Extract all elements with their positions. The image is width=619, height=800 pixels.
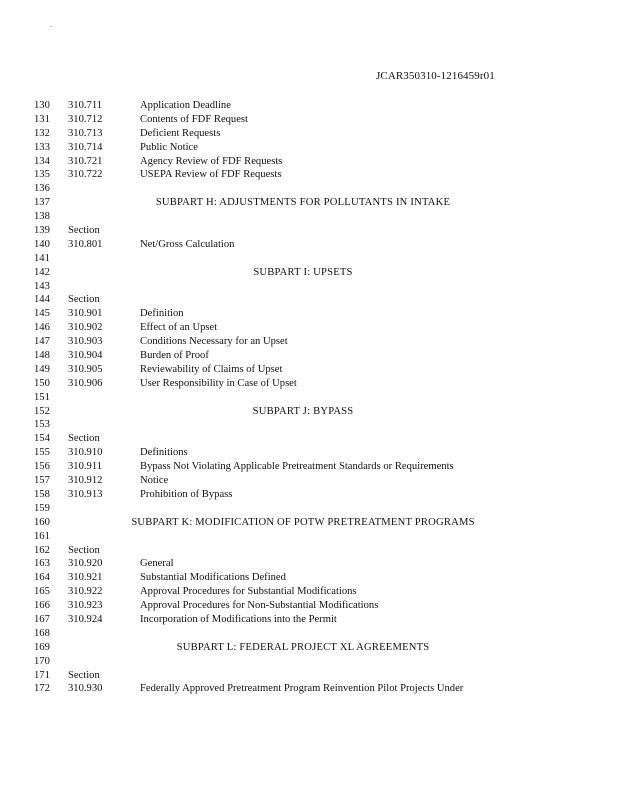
- line-number: 144: [34, 294, 50, 306]
- section-number: 310.924: [68, 613, 103, 625]
- subpart-heading-line: [0, 196, 619, 210]
- line-number: 153: [34, 419, 50, 431]
- numbered-line: [0, 544, 619, 558]
- line-number: 168: [34, 627, 50, 639]
- numbered-line: [0, 363, 619, 377]
- line-number: 130: [34, 100, 50, 111]
- line-number: 164: [34, 572, 50, 584]
- section-title: Notice: [140, 475, 169, 487]
- numbered-line: [0, 571, 619, 585]
- line-number: 150: [34, 377, 50, 389]
- section-number: 310.905: [68, 363, 103, 375]
- section-number: 310.801: [68, 238, 103, 250]
- section-label: Section: [68, 433, 100, 445]
- subpart-heading-line: [0, 516, 619, 530]
- section-title: Public Notice: [140, 141, 198, 153]
- line-number: 149: [34, 363, 50, 375]
- numbered-line: [0, 627, 619, 641]
- numbered-line: [0, 682, 619, 696]
- numbered-line: [0, 168, 619, 182]
- section-title: Net/Gross Calculation: [140, 238, 235, 250]
- numbered-line: [0, 391, 619, 405]
- section-title: Definition: [140, 308, 184, 320]
- section-number: 310.911: [68, 461, 103, 473]
- section-title: Substantial Modifications Defined: [140, 572, 286, 584]
- section-number: 310.904: [68, 350, 103, 362]
- line-number: 154: [34, 433, 50, 445]
- numbered-line: [0, 557, 619, 571]
- section-number: 310.901: [68, 308, 103, 320]
- line-number: 148: [34, 350, 50, 362]
- section-title: Effect of an Upset: [140, 322, 218, 334]
- line-number: 152: [34, 405, 50, 417]
- section-title: Contents of FDF Request: [140, 113, 249, 125]
- line-number: 156: [34, 461, 50, 473]
- numbered-line: [0, 321, 619, 335]
- subpart-heading: SUBPART L: FEDERAL PROJECT XL AGREEMENTS: [176, 641, 430, 653]
- subpart-heading-line: [0, 405, 619, 419]
- section-number: 310.912: [68, 475, 103, 487]
- section-title: Approval Procedures for Substantial Modifications: [140, 586, 357, 598]
- subpart-heading-line: [0, 641, 619, 655]
- document-id: JCAR350310-1216459r01: [376, 70, 495, 82]
- section-title: USEPA Review of FDF Requests: [140, 169, 282, 181]
- section-label: Section: [68, 669, 100, 681]
- numbered-line: [0, 446, 619, 460]
- section-title: Deficient Requests: [140, 127, 221, 139]
- section-number: 310.713: [68, 127, 103, 139]
- numbered-line: [0, 613, 619, 627]
- subpart-heading-line: [0, 266, 619, 280]
- numbered-line: [0, 210, 619, 224]
- subpart-heading: SUBPART I: UPSETS: [253, 266, 353, 278]
- numbered-line: [0, 488, 619, 502]
- line-number: 155: [34, 447, 50, 459]
- numbered-line: [0, 113, 619, 127]
- section-number: 310.913: [68, 488, 103, 500]
- section-number: 310.721: [68, 155, 103, 167]
- subpart-heading: SUBPART J: BYPASS: [252, 405, 354, 417]
- line-number: 136: [34, 183, 50, 195]
- section-title: Prohibition of Bypass: [140, 488, 233, 500]
- numbered-line: [0, 293, 619, 307]
- section-number: 310.910: [68, 447, 103, 459]
- numbered-line: [0, 418, 619, 432]
- line-number: 157: [34, 475, 50, 487]
- numbered-line: [0, 280, 619, 294]
- numbered-line: [0, 432, 619, 446]
- line-number: 137: [34, 197, 50, 209]
- numbered-line: [0, 182, 619, 196]
- section-number: 310.712: [68, 113, 103, 125]
- line-number: 159: [34, 502, 50, 514]
- line-number: 147: [34, 336, 50, 348]
- numbered-line: [0, 349, 619, 363]
- section-title: Conditions Necessary for an Upset: [140, 336, 288, 348]
- section-number: 310.920: [68, 558, 103, 570]
- section-title: Bypass Not Violating Applicable Pretreatment Standards or Requirements: [140, 461, 454, 473]
- section-title: Approval Procedures for Non-Substantial Modifications: [140, 600, 379, 612]
- line-number: 172: [34, 683, 50, 695]
- section-label: Section: [68, 294, 100, 306]
- line-number: 146: [34, 322, 50, 334]
- line-number: 142: [34, 266, 50, 278]
- numbered-line: [0, 585, 619, 599]
- section-title: Federally Approved Pretreatment Program Reinvention Pilot Projects Under: [140, 683, 464, 695]
- numbered-line: [0, 502, 619, 516]
- section-title: Burden of Proof: [140, 350, 209, 362]
- line-number: 166: [34, 600, 50, 612]
- section-title: Agency Review of FDF Requests: [140, 155, 283, 167]
- numbered-line: [0, 474, 619, 488]
- numbered-line: [0, 307, 619, 321]
- section-label: Section: [68, 225, 100, 237]
- numbered-line: [0, 530, 619, 544]
- numbered-line: [0, 238, 619, 252]
- line-number: 165: [34, 586, 50, 598]
- page-mark: .: [50, 20, 52, 29]
- section-number: 310.921: [68, 572, 103, 584]
- section-label: Section: [68, 544, 100, 556]
- numbered-line: [0, 460, 619, 474]
- line-number: 170: [34, 655, 50, 667]
- line-number: 151: [34, 391, 50, 403]
- numbered-line: [0, 669, 619, 683]
- section-number: 310.906: [68, 377, 103, 389]
- section-number: 310.922: [68, 586, 103, 598]
- line-number: 160: [34, 516, 50, 528]
- numbered-line: [0, 224, 619, 238]
- numbered-line: [0, 155, 619, 169]
- numbered-line: [0, 335, 619, 349]
- line-number: 171: [34, 669, 50, 681]
- section-title: User Responsibility in Case of Upset: [140, 377, 297, 389]
- line-number: 139: [34, 225, 50, 237]
- numbered-line: [0, 599, 619, 613]
- line-number: 133: [34, 141, 50, 153]
- section-number: 310.903: [68, 336, 103, 348]
- section-number: 310.902: [68, 322, 103, 334]
- section-number: 310.714: [68, 141, 103, 153]
- numbered-line: [0, 99, 619, 113]
- section-number: 310.711: [68, 100, 103, 111]
- section-title: Incorporation of Modifications into the Permit: [140, 613, 337, 625]
- subpart-heading: SUBPART H: ADJUSTMENTS FOR POLLUTANTS IN INTAKE: [155, 197, 451, 209]
- line-number: 131: [34, 113, 50, 125]
- numbered-line: [0, 655, 619, 669]
- section-title: General: [140, 558, 174, 570]
- line-number: 135: [34, 169, 50, 181]
- numbered-line: [0, 141, 619, 155]
- line-number: 145: [34, 308, 50, 320]
- line-number: 141: [34, 252, 50, 264]
- line-number: 132: [34, 127, 50, 139]
- line-number: 167: [34, 613, 50, 625]
- line-number: 158: [34, 488, 50, 500]
- section-number: 310.923: [68, 600, 103, 612]
- line-number: 161: [34, 530, 50, 542]
- section-number: 310.930: [68, 683, 103, 695]
- numbered-line: [0, 377, 619, 391]
- line-number: 163: [34, 558, 50, 570]
- numbered-line: [0, 127, 619, 141]
- subpart-heading: SUBPART K: MODIFICATION OF POTW PRETREATMENT PROGRAMS: [131, 516, 475, 528]
- line-number: 140: [34, 238, 50, 250]
- section-title: Application Deadline: [140, 100, 231, 111]
- line-number: 138: [34, 211, 50, 223]
- line-number: 143: [34, 280, 50, 292]
- rule-table-of-contents: [0, 99, 619, 696]
- numbered-line: [0, 252, 619, 266]
- line-number: 134: [34, 155, 50, 167]
- section-title: Definitions: [140, 447, 188, 459]
- section-title: Reviewability of Claims of Upset: [140, 363, 283, 375]
- line-number: 162: [34, 544, 50, 556]
- line-number: 169: [34, 641, 50, 653]
- section-number: 310.722: [68, 169, 103, 181]
